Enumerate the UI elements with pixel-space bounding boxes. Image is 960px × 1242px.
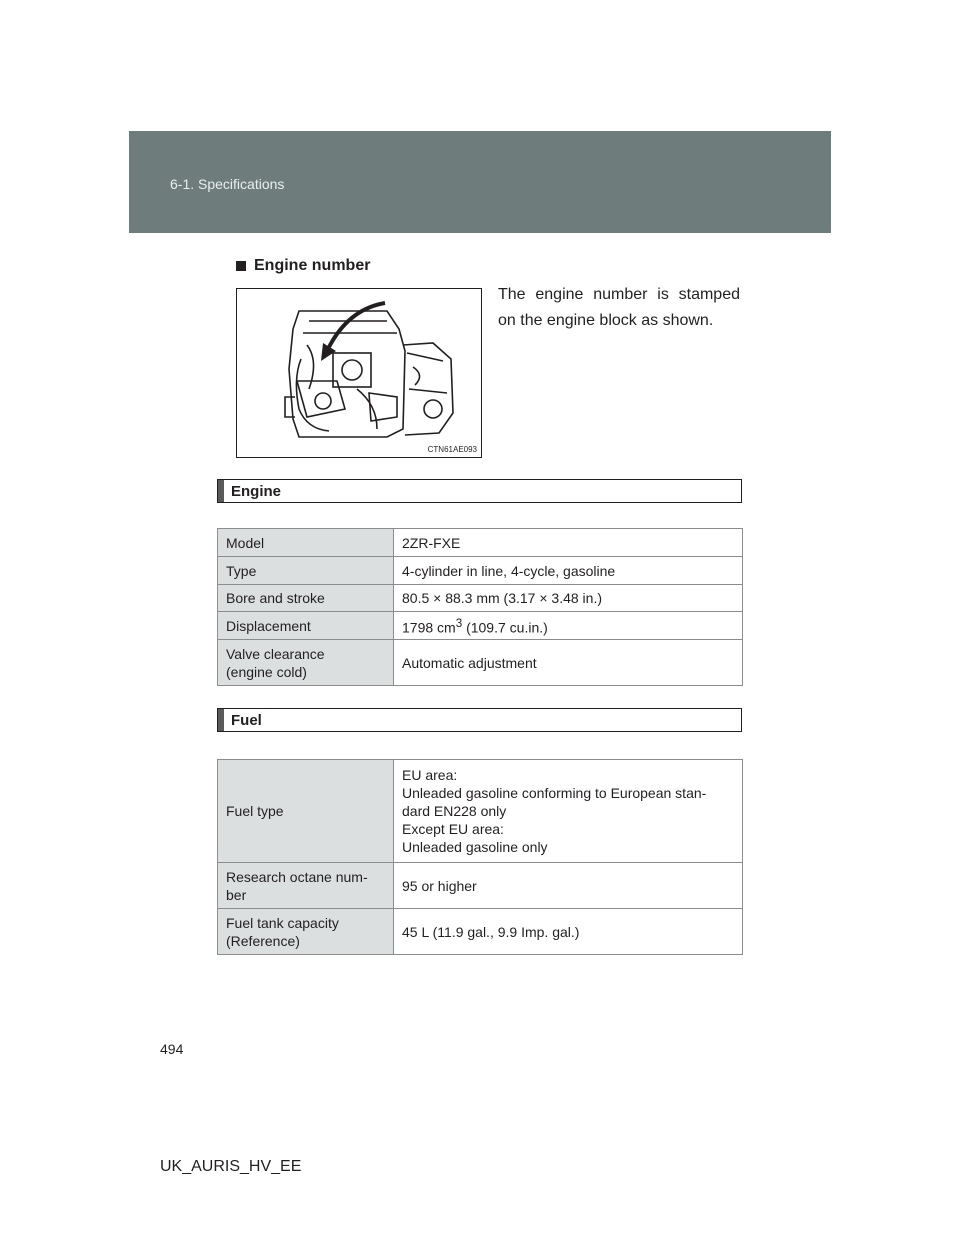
spec-key: Model — [218, 529, 394, 557]
table-row — [218, 760, 743, 863]
spec-key — [218, 909, 394, 955]
fuel-heading — [217, 708, 742, 732]
spec-value: 4-cylinder in line, 4-cycle, gasoline — [394, 557, 743, 585]
spec-key-line: (Reference) — [226, 932, 300, 949]
engine-spec-table — [217, 528, 743, 686]
square-bullet-icon — [236, 261, 246, 271]
fuel-type-line: EU area: — [402, 767, 458, 783]
spec-key: Bore and stroke — [218, 585, 394, 612]
section-path: 6-1. Specifications — [170, 176, 285, 192]
spec-key-line: Research octane num- — [226, 868, 368, 885]
heading-marker — [218, 480, 224, 502]
engine-drawing — [237, 289, 481, 457]
displacement-conversion: (109.7 cu.in.) — [462, 619, 548, 636]
engine-heading-text: Engine — [231, 482, 282, 500]
spec-key: Fuel type — [218, 760, 394, 863]
spec-key — [218, 640, 394, 686]
spec-key: Displacement — [218, 612, 394, 640]
spec-key-line: ber — [226, 886, 247, 903]
displacement-value: 1798 cm — [402, 619, 456, 636]
spec-key: Type — [218, 557, 394, 585]
unit-superscript: 3 — [455, 616, 463, 630]
table-row — [218, 909, 743, 955]
fuel-type-line: Except EU area: — [402, 821, 504, 837]
fuel-heading-text: Fuel — [231, 711, 262, 729]
fuel-type-line: Unleaded gasoline conforming to European stan- — [402, 785, 707, 801]
spec-key-line: (engine cold) — [226, 663, 307, 680]
spec-value: 80.5 × 88.3 mm (3.17 × 3.48 in.) — [394, 585, 743, 612]
table-row — [218, 640, 743, 686]
table-row — [218, 529, 743, 557]
spec-value: 45 L (11.9 gal., 9.9 Imp. gal.) — [394, 909, 743, 955]
header-band — [129, 131, 831, 233]
table-row — [218, 612, 743, 640]
engine-illustration — [236, 288, 482, 458]
engine-number-title — [236, 257, 370, 275]
spec-value: Automatic adjustment — [394, 640, 743, 686]
spec-key — [218, 863, 394, 909]
spec-value — [394, 760, 743, 863]
table-row — [218, 585, 743, 612]
table-row — [218, 863, 743, 909]
fuel-type-line: dard EN228 only — [402, 803, 507, 819]
spec-value: 95 or higher — [394, 863, 743, 909]
engine-number-description: The engine number is stamped on the engine block as shown. — [498, 286, 740, 329]
spec-value: 2ZR-FXE — [394, 529, 743, 557]
engine-number-title-text: Engine number — [254, 257, 371, 274]
figure-code: CTN61AE093 — [427, 445, 477, 454]
spec-value — [394, 612, 743, 640]
engine-heading — [217, 479, 742, 503]
page-number: 494 — [160, 1041, 184, 1057]
fuel-spec-table — [217, 759, 743, 955]
spec-key-line: Valve clearance — [226, 645, 325, 662]
fuel-type-line: Unleaded gasoline only — [402, 839, 548, 855]
heading-marker — [218, 709, 224, 731]
spec-key-line: Fuel tank capacity — [226, 914, 339, 931]
table-row — [218, 557, 743, 585]
document-id: UK_AURIS_HV_EE — [160, 1158, 302, 1175]
